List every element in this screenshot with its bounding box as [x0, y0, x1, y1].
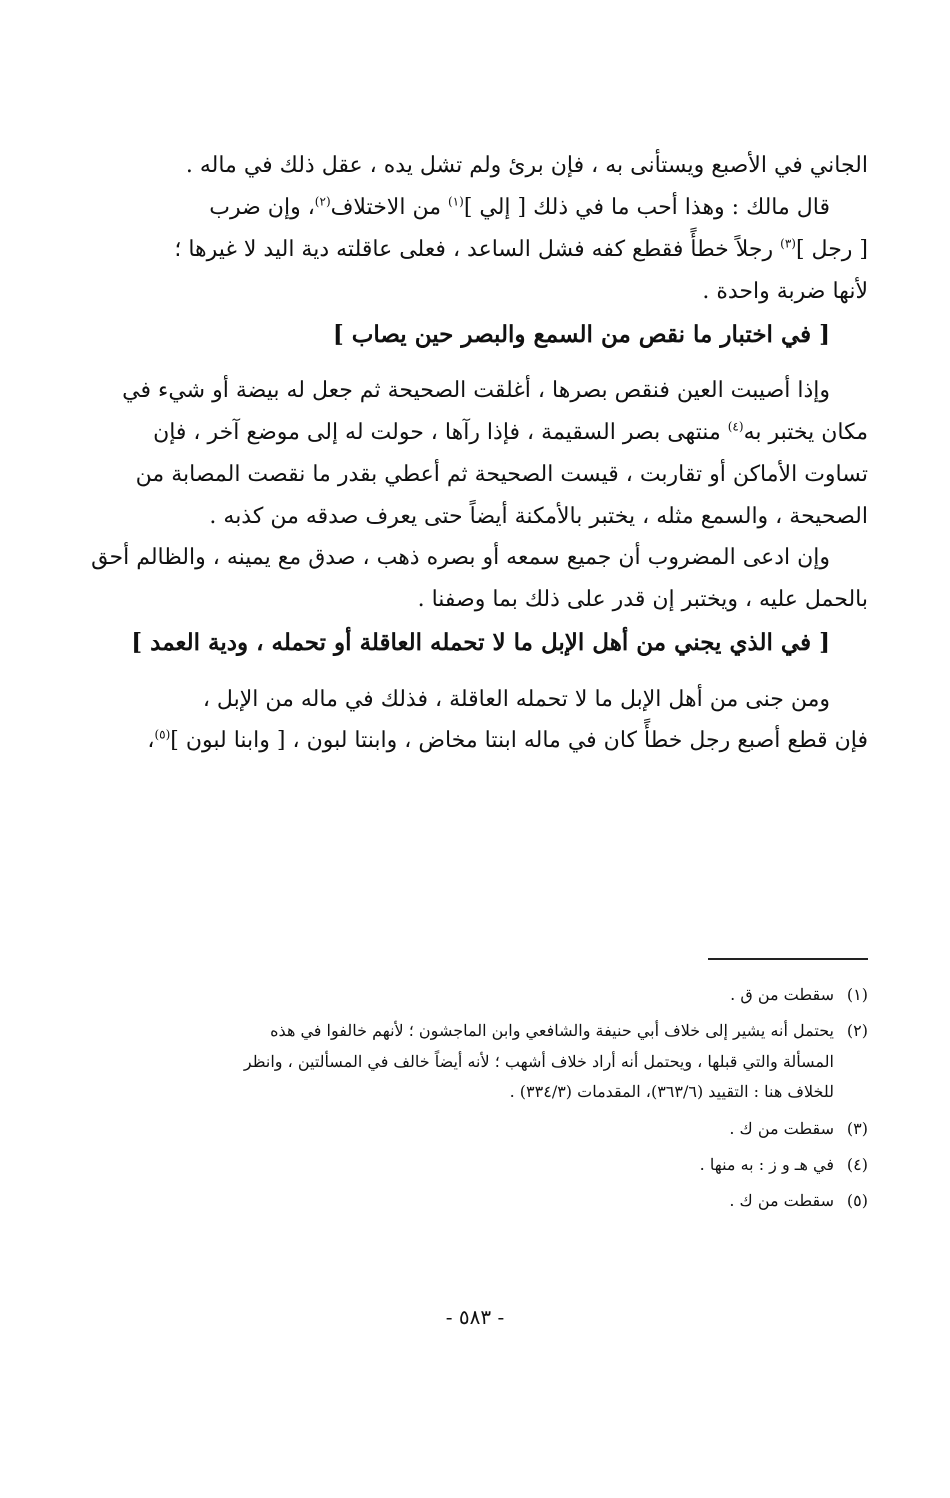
footnote-number: (١) [846, 985, 868, 1004]
footnote-number: (٤) [846, 1154, 868, 1174]
text-line [86, 234, 868, 266]
text-line: لأنها ضربة واحدة . [702, 278, 868, 304]
main-text [86, 150, 868, 767]
text-line: ومن جنى من أهل الإبل ما لا تحمله العاقلة ، فذلك في ماله من الإبل ، [202, 686, 830, 712]
footnote [86, 1186, 868, 1216]
footnote-text [86, 980, 834, 1010]
footnote-line: يحتمل أنه يشير إلى خلاف أبي حنيفة والشافعي وابن الماجشون ؛ لأنهم خالفوا في هذه [270, 1021, 834, 1041]
section-heading-1: [ في اختبار ما نقص من السمع والبصر حين يصاب ] [332, 320, 830, 348]
text-line [86, 192, 868, 224]
footnote-line: في هـ و ز : به منها . [699, 1154, 834, 1174]
footnote-number: (٥) [846, 1191, 868, 1211]
paragraph-5 [86, 684, 868, 758]
paragraph-3 [86, 375, 868, 533]
text-segment: رجلاً خطأً فقطع كفه فشل الساعد ، فعلى عاقلته دية اليد لا غيرها ؛ [174, 236, 781, 262]
footnote-line: المسألة والتي قبلها ، ويحتمل أنه أراد خلاف أشهب ؛ لأنه أيضاً خالف في المسألتين ، وانظر [243, 1051, 834, 1071]
paragraph-2 [86, 192, 868, 308]
text-segment: [ رجل ] [795, 236, 868, 262]
footnote [86, 980, 868, 1010]
footnote-line: سقطت من ق . [730, 985, 834, 1004]
footnote [86, 1016, 868, 1107]
footnote-ref-4: (٤) [727, 419, 744, 434]
text-segment: قال مالك : وهذا أحب ما في ذلك [ إلي ] [463, 194, 830, 220]
footnote-line: للخلاف هنا : التقييد (٣٦٣/٦)، المقدمات (٣٣٤/٣) . [509, 1082, 834, 1102]
text-segment: ، وإن ضرب [209, 194, 315, 220]
footnote [86, 1114, 868, 1144]
footnote-text [86, 1016, 834, 1107]
footnote-ref-3: (٣) [780, 236, 796, 251]
footnote [86, 1150, 868, 1180]
footnote-line: سقطت من ك . [729, 1118, 834, 1138]
footnote-ref-5: (٥) [154, 728, 171, 743]
footnote-divider [708, 958, 868, 960]
text-segment: منتهى بصر السقيمة ، فإذا رآها ، حولت له إلى موضع آخر ، فإن [153, 419, 728, 445]
text-line [86, 725, 868, 757]
footnote-ref-2: (٢) [314, 194, 331, 209]
text-segment: من الاختلاف [330, 194, 448, 220]
paragraph-4 [86, 542, 868, 616]
footnote-text [86, 1186, 834, 1216]
text-line: وإن ادعى المضروب أن جميع سمعه أو بصره ذهب ، صدق مع يمينه ، والظالم أحق [91, 545, 830, 571]
text-line: بالحمل عليه ، ويختبر إن قدر على ذلك بما وصفنا . [417, 587, 868, 613]
page-number: - ٥٨٣ - [445, 1305, 505, 1329]
paragraph-1 [86, 150, 868, 182]
footnote-line: سقطت من ك . [729, 1191, 834, 1211]
footnote-ref-1: (١) [447, 194, 464, 209]
footnote-number: (٣) [846, 1118, 868, 1138]
text-line [86, 417, 868, 449]
text-line: الصحيحة ، والسمع مثله ، يختبر بالأمكنة أيضاً حتى يعرف صدقه من كذبه . [209, 503, 868, 529]
text-segment: فإن قطع أصبع رجل خطأً كان في ماله ابنتا مخاض ، وابنتا لبون ، [ وابنا لبون ] [170, 728, 868, 754]
text-line: الجاني في الأصبع ويستأنى به ، فإن برئ ولم تشل يده ، عقل ذلك في ماله . [185, 153, 868, 178]
footnote-text [86, 1114, 834, 1144]
footnote-text [86, 1150, 834, 1180]
text-line: تساوت الأماكن أو تقاربت ، قيست الصحيحة ثم أعطي بقدر ما نقصت المصابة من [135, 461, 868, 487]
footnotes [86, 980, 868, 1223]
text-segment: مكان يختبر به [743, 419, 868, 445]
section-heading-2: [ في الذي يجني من أهل الإبل ما لا تحمله العاقلة أو تحمله ، ودية العمد ] [131, 629, 830, 657]
footnote-number: (٢) [846, 1021, 868, 1041]
text-line: وإذا أصيبت العين فنقص بصرها ، أغلقت الصحيحة ثم جعل له بيضة أو شيء في [122, 377, 830, 403]
text-segment: ، [147, 728, 155, 754]
